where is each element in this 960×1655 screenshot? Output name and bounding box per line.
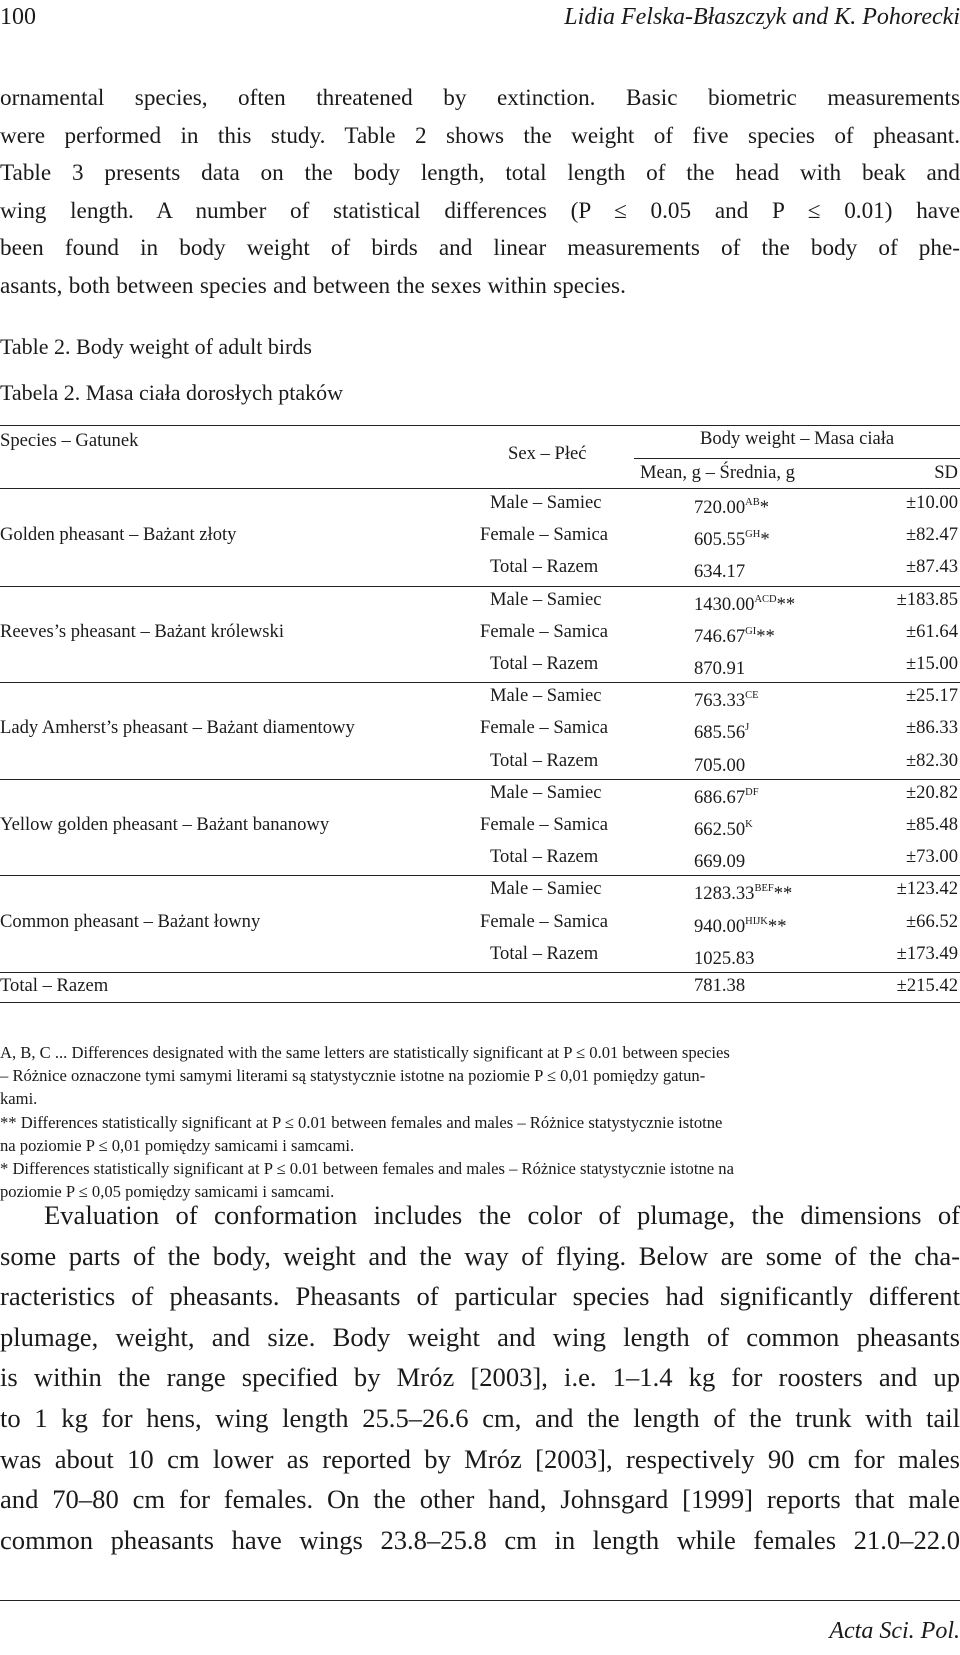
group-rule: [0, 682, 960, 683]
cell-mean: [694, 556, 745, 583]
table-caption-en: Table 2. Body weight of adult birds: [0, 334, 312, 359]
header-species: Species – Gatunek: [0, 430, 139, 451]
significance-mark: *: [760, 529, 770, 551]
cell-sd: ±82.47: [905, 524, 958, 546]
mean-value: 1025.83: [694, 947, 755, 969]
total-label: Total – Razem: [0, 975, 109, 996]
body-line: racteristics of pheasants. Pheasants of particular species had significantly different: [0, 1281, 960, 1312]
page-header: [0, 4, 960, 38]
mean-value: 662.50: [694, 819, 746, 840]
table-bottom-rule: [0, 1002, 960, 1003]
significance-letters: BEF: [754, 883, 774, 895]
table-top-rule: [0, 425, 960, 426]
note-line: na poziomie P ≤ 0,01 pomiędzy samicami i samcami.: [0, 1135, 355, 1155]
mean-value: 685.56: [694, 722, 746, 744]
body-line: plumage, weight, and size. Body weight and wing length of common pheasants: [0, 1321, 960, 1352]
mean-value: 605.55: [694, 529, 746, 551]
header-sex: Sex – Płeć: [508, 443, 587, 464]
header-mean: Mean, g – Średnia, g: [640, 462, 795, 483]
mean-value: 940.00: [694, 915, 746, 937]
cell-mean: [694, 911, 786, 938]
body-line: some parts of the body, weight and the way of flying. Below are some of the cha-: [0, 1240, 960, 1271]
cell-sex: Female – Samica: [480, 620, 609, 642]
cell-mean: [694, 653, 745, 680]
cell-sd: ±15.00: [905, 653, 958, 674]
intro-line: been found in body weight of birds and linear measurements of the body of phe-: [0, 235, 960, 261]
note-line: ** Differences statistically significant at P ≤ 0.01 between females and males – Różnice statystycznie istotne: [0, 1112, 723, 1132]
significance-letters: AB: [745, 497, 760, 508]
body-line: and 70–80 cm for females. On the other hand, Johnsgard [1999] reports that male: [0, 1484, 960, 1515]
cell-sex: Total – Razem: [490, 653, 599, 674]
cell-mean: [694, 685, 759, 712]
cell-sex: Female – Samica: [480, 814, 609, 835]
mean-value: 669.09: [694, 851, 746, 873]
group-rule: [0, 586, 960, 587]
cell-sex: Total – Razem: [490, 942, 599, 964]
page-number: 100: [0, 4, 36, 30]
cell-sex: Male – Samiec: [490, 492, 602, 513]
cell-sex: Female – Samica: [480, 717, 609, 739]
cell-sd: ±25.17: [905, 685, 958, 707]
group-rule: [0, 972, 960, 973]
cell-mean: [694, 814, 753, 841]
cell-sd: ±10.00: [905, 492, 958, 513]
table-caption-pl: Tabela 2. Masa ciała dorosłych ptaków: [0, 380, 344, 405]
mean-value: 1430.00: [694, 593, 755, 615]
intro-line: Table 3 presents data on the body length, total length of the head with beak and: [0, 160, 960, 186]
group-rule: [0, 779, 960, 780]
header-body-weight: Body weight – Masa ciała: [700, 428, 895, 449]
cell-sex: Total – Razem: [490, 749, 599, 771]
cell-species: Common pheasant – Bażant łowny: [0, 910, 261, 932]
header-sub-rule: [634, 458, 960, 459]
note-line: * Differences statistically significant at P ≤ 0.01 between females and males – Różnice statystycznie istotne na: [0, 1159, 734, 1179]
cell-species: Yellow golden pheasant – Bażant bananowy: [0, 814, 330, 835]
significance-letters: ACD: [754, 593, 777, 605]
cell-sex: Female – Samica: [480, 910, 609, 932]
significance-mark: **: [767, 915, 787, 937]
note-line: A, B, C ... Differences designated with the same letters are statistically significant at P ≤ 0.01 between species: [0, 1043, 730, 1062]
significance-mark: **: [776, 593, 796, 615]
body-line: to 1 kg for hens, wing length 25.5–26.6 cm, and the length of the trunk with tail: [0, 1402, 960, 1433]
cell-sex: Total – Razem: [490, 556, 599, 578]
significance-letters: DF: [745, 786, 759, 798]
cell-sd: ±20.82: [905, 781, 958, 803]
cell-sd: ±183.85: [896, 588, 958, 610]
mean-value: 686.67: [694, 786, 746, 808]
cell-sd: ±85.48: [905, 814, 958, 835]
cell-sd: ±61.64: [905, 620, 958, 642]
cell-sex: Male – Samiec: [490, 781, 602, 803]
cell-mean: [694, 492, 769, 519]
significance-letters: GI: [745, 625, 757, 637]
body-paragraph: [0, 1195, 960, 1560]
cell-sex: Female – Samica: [480, 524, 609, 546]
cell-sd: ±173.49: [896, 942, 958, 964]
cell-mean: [694, 524, 770, 551]
cell-species: Lady Amherst’s pheasant – Bażant diamentowy: [0, 717, 355, 739]
significance-mark: **: [773, 883, 793, 905]
cell-species: Reeves’s pheasant – Bażant królewski: [0, 620, 284, 642]
note-line: poziomie P ≤ 0,05 pomiędzy samicami i samcami.: [0, 1182, 335, 1202]
header-sd: SD: [934, 462, 958, 483]
cell-mean: [694, 782, 759, 809]
mean-value: 763.33: [694, 690, 746, 712]
cell-sd: ±82.30: [905, 749, 958, 771]
intro-line: were performed in this study. Table 2 shows the weight of five species of pheasant.: [0, 122, 960, 149]
significance-letters: K: [745, 819, 753, 830]
mean-value: 634.17: [694, 561, 746, 583]
intro-line: wing length. A number of statistical differences (P ≤ 0.05 and P ≤ 0.01) have: [0, 197, 960, 224]
mean-value: 870.91: [694, 658, 746, 679]
intro-paragraph: [0, 80, 960, 305]
intro-line: ornamental species, often threatened by extinction. Basic biometric measurements: [0, 85, 960, 111]
cell-mean: [694, 589, 795, 616]
table-notes: [0, 1041, 960, 1203]
significance-mark: **: [756, 625, 775, 647]
body-weight-table: [0, 420, 960, 1040]
cell-sd: ±123.42: [896, 878, 958, 900]
cell-sd: ±87.43: [905, 556, 958, 578]
body-line: Evaluation of conformation includes the color of plumage, the dimensions of: [44, 1200, 960, 1230]
footer-rule: [0, 1600, 960, 1601]
cell-sex: Male – Samiec: [490, 878, 602, 900]
cell-mean: [694, 717, 749, 744]
cell-sd: ±86.33: [905, 717, 958, 739]
note-line: – Różnice oznaczone tymi samymi literami są statystycznie istotne na poziomie P ≤ 0,01 pomiędzy gatun-: [0, 1066, 706, 1086]
body-line: was about 10 cm lower as reported by Mróz [2003], respectively 90 cm for males: [0, 1443, 960, 1474]
cell-mean: [694, 943, 754, 970]
running-head: Lidia Felska-Błaszczyk and K. Pohorecki: [564, 4, 960, 30]
significance-letters: CE: [745, 690, 759, 702]
significance-letters: HIJK: [745, 915, 768, 927]
mean-value: 705.00: [694, 754, 746, 776]
group-rule: [0, 875, 960, 876]
significance-mark: *: [759, 497, 770, 518]
mean-value: 720.00: [694, 497, 746, 518]
cell-mean: [694, 878, 792, 905]
significance-letters: J: [745, 722, 750, 734]
mean-value: 1283.33: [694, 883, 755, 905]
journal-name: Acta Sci. Pol.: [829, 1618, 960, 1644]
total-sd: ±215.42: [896, 975, 958, 996]
cell-sex: Male – Samiec: [490, 685, 602, 707]
cell-mean: [694, 750, 745, 777]
significance-letters: GH: [745, 529, 761, 541]
note-line: kami.: [0, 1089, 38, 1109]
mean-value: 746.67: [694, 625, 746, 647]
header-bottom-rule: [0, 488, 960, 489]
intro-line: asants, both between species and between the sexes within species.: [0, 272, 626, 299]
cell-mean: [694, 621, 775, 648]
cell-sex: Total – Razem: [490, 846, 599, 868]
cell-sd: ±73.00: [905, 846, 958, 868]
cell-sd: ±66.52: [905, 910, 958, 932]
cell-species: Golden pheasant – Bażant złoty: [0, 524, 237, 546]
body-line: is within the range specified by Mróz [2003], i.e. 1–1.4 kg for roosters and up: [0, 1362, 960, 1393]
cell-mean: [694, 846, 745, 873]
total-mean: 781.38: [694, 975, 746, 996]
cell-sex: Male – Samiec: [490, 588, 602, 610]
body-line: common pheasants have wings 23.8–25.8 cm in length while females 21.0–22.0: [0, 1524, 960, 1555]
